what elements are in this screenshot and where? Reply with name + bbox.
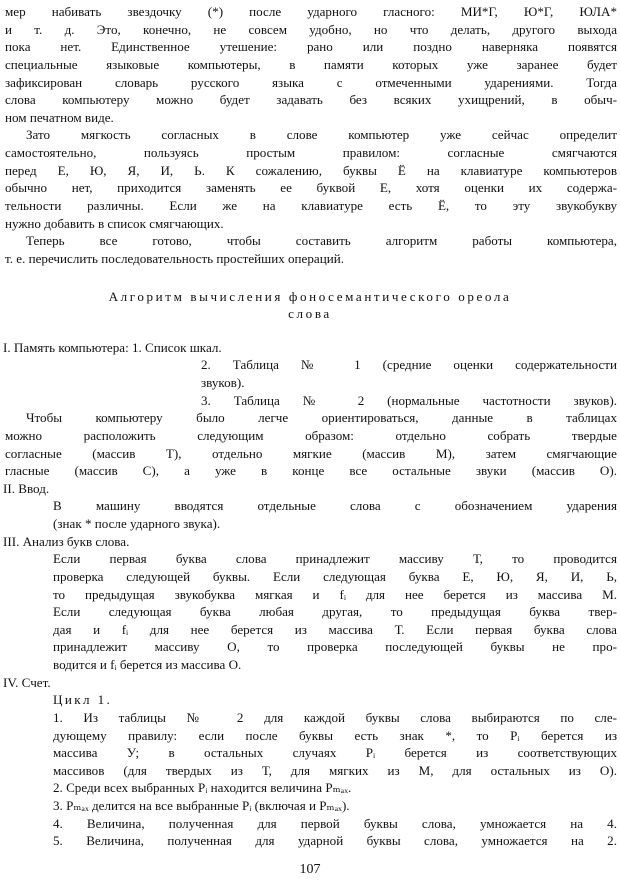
- text-line: водится и fᵢ берется из массива О.: [53, 657, 242, 672]
- section-ii-title: II. Ввод.: [3, 480, 50, 496]
- text-line: перед Е, Ю, Я, И, Ь. К сожалению, буквы Ё на клавиатуре компьютеров: [5, 162, 617, 178]
- text-line: (знак * после ударного звука).: [53, 516, 221, 531]
- text-line: проверка следующей буквы. Если следующая буква Е, Ю, Я, И, Ь,: [53, 568, 617, 584]
- section-iii-title: III. Анализ букв слова.: [3, 533, 130, 549]
- text-line: гласные (массив С), а уже в конце все остальные звуки (массив О).: [5, 463, 617, 479]
- text-line: обычно нет, приходится заменять ее буквой Е, хотя оценки их содержа-: [5, 180, 617, 196]
- text-line: можно расположить следующим образом: отдельно собрать твердые: [5, 427, 617, 443]
- text-line: зафиксирован словарь русского языка с отмеченными ударениями. Тогда: [5, 74, 617, 90]
- text-line: Если первая буква слова принадлежит массиву Т, то проводится: [53, 551, 617, 567]
- cycle-line: 5. Величина, полученная для ударной буквы слова, умножается на 2.: [53, 833, 617, 849]
- section-heading: слова: [288, 306, 332, 322]
- text-line: тельности различны. Если же на клавиатуре есть Ё, то эту звукобукву: [5, 197, 617, 213]
- cycle-line: 1. Из таблицы № 2 для каждой буквы слова выбираются по сле-: [53, 709, 617, 725]
- text-line: Если следующая буква любая другая, то предыдущая буква твер-: [53, 604, 617, 620]
- text-line: самостоятельно, пользуясь простым правилом: согласные смягчаются: [5, 145, 617, 160]
- text-line: т. е. перечислить последовательность простейших операций.: [5, 250, 344, 266]
- list-item: 2. Таблица № 1 (средние оценки содержательности: [201, 357, 617, 373]
- text-line: Зато мягкость согласных в слове компьютер уже сейчас определит: [26, 127, 617, 143]
- cycle-line: 3. Pₘₐₓ делится на все выбранные Pᵢ (включая и Pₘₐₓ).: [53, 798, 350, 813]
- text-line: ном печатном виде.: [5, 109, 114, 125]
- section-heading: Алгоритм вычисления фоносемантического ореола: [108, 288, 512, 304]
- text-line: дая и fᵢ для нее берется из массива Т. Если первая буква слова: [53, 621, 617, 637]
- text-line: слова компьютеру можно будет задавать без всяких ухищрений, в обыч-: [5, 92, 617, 108]
- cycle-line: 4. Величина, полученная для первой буквы слова, умножается на 4.: [53, 815, 617, 831]
- cycle-line: массивов (для твердых из Т, для мягких из М, для остальных из О).: [53, 762, 617, 778]
- section-i-title: I. Память компьютера: 1. Список шкал.: [3, 339, 222, 355]
- text-line: Чтобы компьютеру было легче ориентироваться, данные в таблицах: [26, 410, 617, 426]
- cycle-line: дующему правилу: если после буквы есть знак *, то Pᵢ берется из: [53, 727, 617, 743]
- list-item: звуков).: [201, 375, 245, 390]
- cycle-line: 2. Среди всех выбранных Pᵢ находится величина Pₘₐₓ.: [53, 780, 352, 796]
- section-iv-title: IV. Счет.: [3, 674, 51, 690]
- text-line: принадлежит массиву О, то проверка последующей буквы не про-: [53, 639, 617, 655]
- text-line: специальные языковые компьютеры, в памяти которых уже заранее будет: [5, 56, 617, 72]
- list-item: 3. Таблица № 2 (нормальные частотности звуков).: [201, 392, 617, 408]
- text-line: нужно добавить в список смягчающих.: [5, 215, 224, 231]
- text-line: В машину вводятся отдельные слова с обозначением ударения: [53, 498, 617, 514]
- text-line: согласные (массив Т), отдельно мягкие (массив М), затем смягчающие: [5, 445, 617, 461]
- cycle-line: массива У; в остальных случаях Pᵢ берется из соответствующих: [53, 745, 617, 761]
- text-line: и т. д. Это, конечно, не совсем удобно, но что делать, другого выхода: [5, 21, 617, 37]
- text-line: Теперь все готово, чтобы составить алгоритм работы компьютера,: [26, 233, 617, 249]
- cycle-title: Цикл 1.: [53, 692, 113, 708]
- text-line: пока нет. Единственное утешение: рано или поздно наверняка появятся: [5, 39, 617, 55]
- page-number: 107: [299, 862, 321, 877]
- text-line: мер набивать звездочку (*) после ударного гласного: МИ*Г, Ю*Г, ЮЛА*: [5, 4, 617, 19]
- text-line: то предыдущая звукобуква мягкая и fᵢ для нее берется из массива М.: [53, 586, 617, 602]
